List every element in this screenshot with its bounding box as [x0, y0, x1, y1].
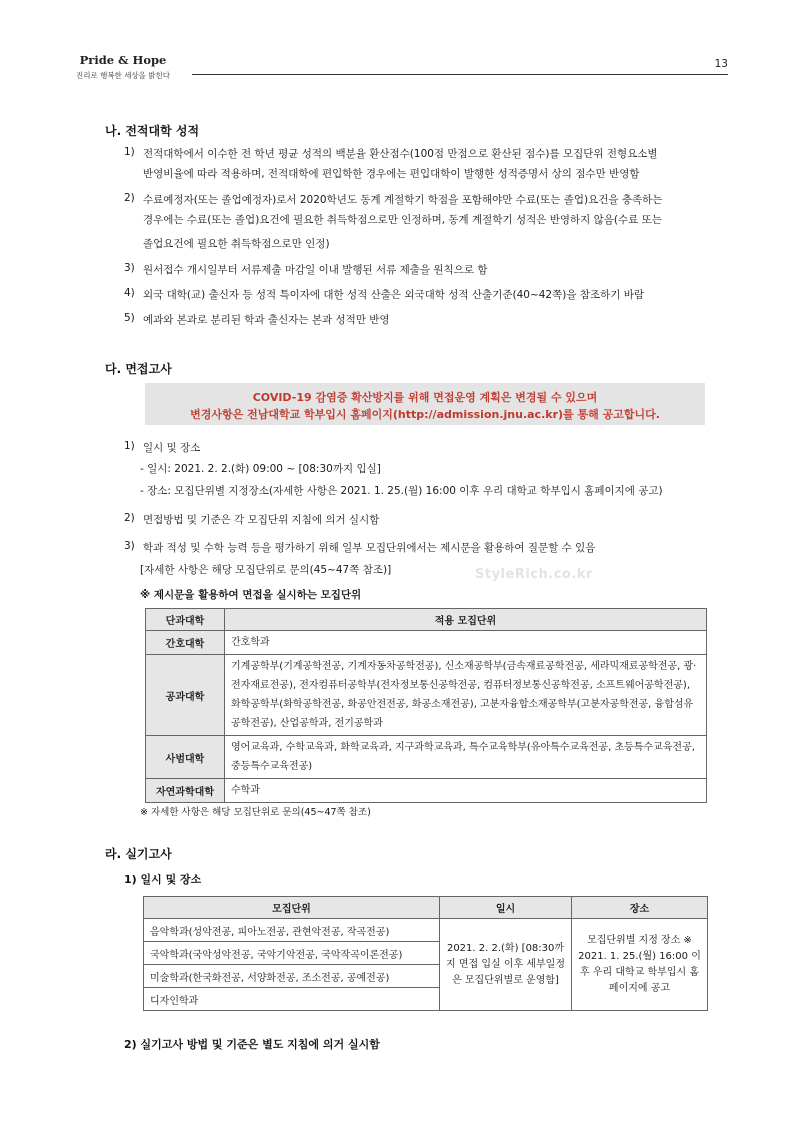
section-title-practical-exam: 라. 실기고사 — [105, 847, 172, 861]
units-cell: 간호학과 — [225, 631, 707, 655]
item-text-line: 수료예정자(또는 졸업예정자)로서 2020학년도 동계 계절학기 학점을 포함해야만 수료(또는 졸업)요건을 충족하는 — [143, 194, 663, 206]
item-number: 3) — [124, 540, 135, 552]
covid-notice-box — [145, 383, 705, 425]
college-cell: 간호대학 — [146, 631, 225, 655]
page-header — [58, 53, 728, 83]
column-header: 적용 모집단위 — [225, 609, 707, 631]
table-row — [144, 919, 708, 942]
notice-line: COVID-19 감염증 확산방지를 위해 면접운영 계획은 변경될 수 있으며 — [252, 391, 598, 404]
units-cell: 기계공학부(기계공학전공, 기계자동차공학전공), 신소재공학부(금속재료공학전공, 세라믹재료공학전공, 광·전자재료전공), 전자컴퓨터공학부(전자정보통신공학전공, 컴퓨터정보통신공학전공, 소프트웨어공학전공), 화학공학부(화학공학전공, 화공안전전공, 화공소재전공), 고분자융합소재공학부(고분자공학전공, 융합섬유공학전공), 산업공학과, 전기공학과 — [225, 655, 707, 736]
college-cell: 사범대학 — [146, 736, 225, 779]
item-text-line: 졸업요건에 필요한 취득학점으로만 인정) — [143, 238, 330, 250]
practical-exam-method: 2) 실기고사 방법 및 기준은 별도 지침에 의거 실시함 — [124, 1038, 380, 1051]
column-header: 일시 — [440, 897, 572, 919]
column-header: 단과대학 — [146, 609, 225, 631]
item-text-line: 예과와 본과로 분리된 학과 출신자는 본과 성적만 반영 — [143, 314, 390, 326]
item-number: 1) — [124, 440, 135, 452]
notice-line: 변경사항은 전남대학교 학부입시 홈페이지(http://admission.jnu.ac.kr)를 통해 공고합니다. — [190, 408, 660, 421]
interview-date: - 일시: 2021. 2. 2.(화) 09:00 ~ [08:30까지 입실] — [140, 463, 381, 475]
item-subtext: [자세한 사항은 해당 모집단위로 문의(45~47쪽 참조)] — [140, 564, 392, 576]
section-title-transcript-grades: 나. 전적대학 성적 — [105, 124, 200, 138]
item-text-line: 경우에는 수료(또는 졸업)요건에 필요한 취득학점으로만 인정하며, 동계 계절학기 성적은 반영하지 않음(수료 또는 — [143, 214, 662, 226]
item-text-line: 전적대학에서 이수한 전 학년 평균 성적의 백분율 환산점수(100점 만점으로 환산된 점수)를 모집단위 전형요소별 — [143, 148, 658, 160]
table-header-row — [146, 609, 707, 631]
college-cell: 공과대학 — [146, 655, 225, 736]
unit-cell: 미술학과(한국화전공, 서양화전공, 조소전공, 공예전공) — [144, 965, 440, 988]
item-number: 5) — [124, 312, 135, 324]
units-cell: 수학과 — [225, 779, 707, 803]
interview-units-table — [145, 608, 707, 803]
table-row — [146, 631, 707, 655]
item-text: 일시 및 장소 — [143, 442, 201, 454]
column-header: 모집단위 — [144, 897, 440, 919]
watermark: StyleRich.co.kr — [475, 567, 593, 582]
item-number: 2) — [124, 192, 135, 204]
column-header: 장소 — [572, 897, 708, 919]
table-note: ※ 자세한 사항은 해당 모집단위로 문의(45~47쪽 참조) — [140, 807, 371, 818]
page-number: 13 — [714, 58, 728, 70]
table-row — [146, 779, 707, 803]
item-text-line: 반영비율에 따라 적용하며, 전적대학에 편입학한 경우에는 편입대학이 발행한 성적증명서 상의 점수만 반영함 — [143, 168, 640, 180]
brand-title: Pride & Hope — [79, 53, 167, 67]
brand-slogan: 진리로 행복한 세상을 밝힌다 — [75, 71, 171, 80]
item-text-line: 원서접수 개시일부터 서류제출 마감일 이내 발행된 서류 제출을 원칙으로 함 — [143, 264, 488, 276]
item-text-line: 외국 대학(교) 출신자 등 성적 특이자에 대한 성적 산출은 외국대학 성적 산출기준(40~42쪽)을 참조하기 바람 — [143, 289, 645, 301]
place-cell: 모집단위별 지정 장소 ※ 2021. 1. 25.(월) 16:00 이후 우리 대학교 학부입시 홈페이지에 공고 — [572, 919, 708, 1011]
item-number: 4) — [124, 287, 135, 299]
unit-cell: 디자인학과 — [144, 988, 440, 1011]
item-number: 2) — [124, 512, 135, 524]
item-number: 1) — [124, 146, 135, 158]
table-row — [146, 736, 707, 779]
subsection-title: 1) 일시 및 장소 — [124, 873, 202, 886]
table-title: ※ 제시문을 활용하여 면접을 실시하는 모집단위 — [140, 589, 362, 601]
practical-exam-table — [143, 896, 708, 1011]
section-title-interview: 다. 면접고사 — [105, 362, 172, 376]
unit-cell: 국악학과(국악성악전공, 국악기악전공, 국악작곡이론전공) — [144, 942, 440, 965]
interview-place: - 장소: 모집단위별 지정장소(자세한 사항은 2021. 1. 25.(월) 16:00 이후 우리 대학교 학부입시 홈페이지에 공고) — [140, 485, 663, 497]
header-divider — [192, 74, 728, 75]
datetime-cell: 2021. 2. 2.(화) [08:30까지 면접 입실 이후 세부일정은 모집단위별로 운영함] — [440, 919, 572, 1011]
table-row — [146, 655, 707, 736]
unit-cell: 음악학과(성악전공, 피아노전공, 관현악전공, 작곡전공) — [144, 919, 440, 942]
item-number: 3) — [124, 262, 135, 274]
item-text: 학과 적성 및 수학 능력 등을 평가하기 위해 일부 모집단위에서는 제시문을 활용하여 질문할 수 있음 — [143, 542, 596, 554]
item-text: 면접방법 및 기준은 각 모집단위 지침에 의거 실시함 — [143, 514, 380, 526]
units-cell: 영어교육과, 수학교육과, 화학교육과, 지구과학교육과, 특수교육학부(유아특수교육전공, 초등특수교육전공, 중등특수교육전공) — [225, 736, 707, 779]
college-cell: 자연과학대학 — [146, 779, 225, 803]
table-header-row — [144, 897, 708, 919]
